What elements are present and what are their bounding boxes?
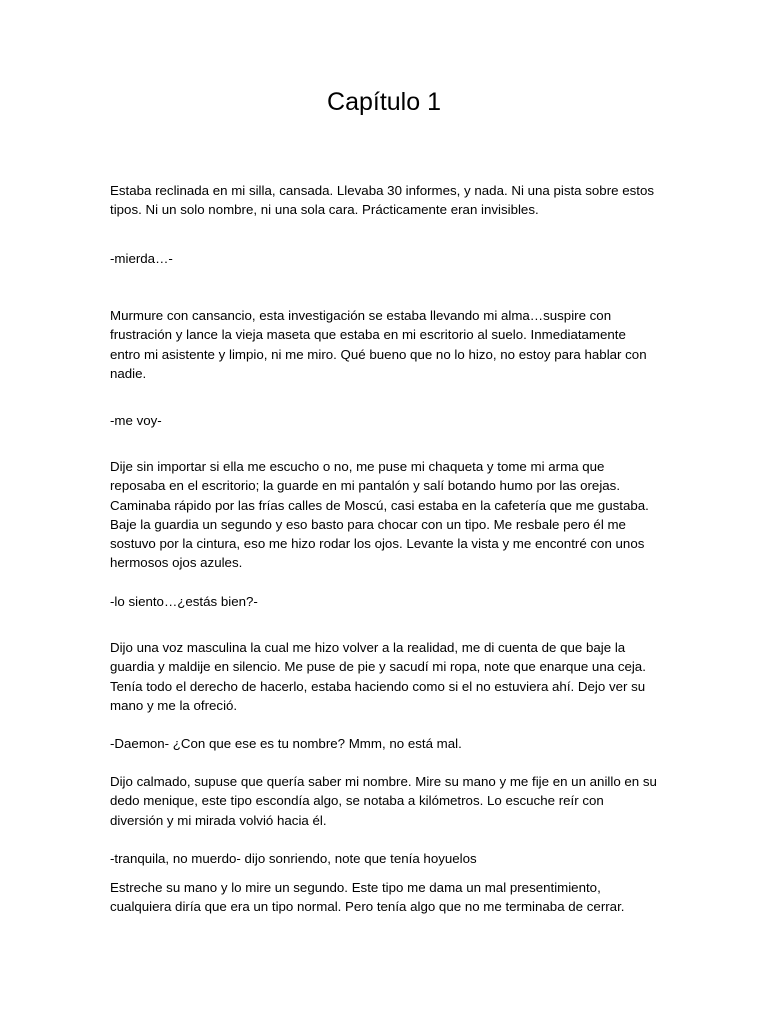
paragraph-10: -tranquila, no muerdo- dijo sonriendo, note que tenía hoyuelos: [110, 851, 477, 866]
chapter-title: Capítulo 1: [327, 88, 441, 116]
paragraph-3: Murmure con cansancio, esta investigación se estaba llevando mi alma…suspire con frustración y lance la vieja maseta que estaba en mi escritorio al suelo. Inmediatamente entro mi asistente y limpio, ni me miro. Qué bueno que no lo hizo, no estoy para hablar con nadie.: [110, 308, 647, 381]
paragraph-5: Dije sin importar si ella me escucho o no, me puse mi chaqueta y tome mi arma que reposaba en el escritorio; la guarde en mi pantalón y salí botando humo por las orejas. Caminaba rápido por las frías calles de Moscú, casi estaba en la cafetería que me gustaba. Baje la guardia un segundo y eso basto para chocar con un tipo. Me resbale pero él me sostuvo por la cintura, eso me hizo rodar los ojos. Levante la vista y me encontré con unos hermosos ojos azules.: [110, 459, 649, 571]
paragraph-8: -Daemon- ¿Con que ese es tu nombre? Mmm, no está mal.: [110, 736, 462, 751]
paragraph-7: Dijo una voz masculina la cual me hizo volver a la realidad, me di cuenta de que baje la guardia y maldije en silencio. Me puse de pie y sacudí mi ropa, note que enarque una ceja. Tenía todo el derecho de hacerlo, estaba haciendo como si el no estuviera ahí. Dejo ver su mano y me la ofreció.: [110, 640, 646, 713]
paragraph-1: Estaba reclinada en mi silla, cansada. Llevaba 30 informes, y nada. Ni una pista sobre estos tipos. Ni un solo nombre, ni una sola cara. Prácticamente eran invisibles.: [110, 183, 655, 218]
paragraph-2: -mierda…-: [110, 251, 173, 266]
paragraph-9: Dijo calmado, supuse que quería saber mi nombre. Mire su mano y me fije en un anillo en su dedo menique, este tipo escondía algo, se notaba a kilómetros. Lo escuche reír con diversión y mi mirada volvió hacia él.: [110, 774, 657, 828]
paragraph-6: -lo siento…¿estás bien?-: [110, 594, 258, 609]
paragraph-11: Estreche su mano y lo mire un segundo. Este tipo me dama un mal presentimiento, cualquiera diría que era un tipo normal. Pero tenía algo que no me terminaba de cerrar.: [110, 880, 625, 915]
paragraph-4: -me voy-: [110, 413, 162, 428]
